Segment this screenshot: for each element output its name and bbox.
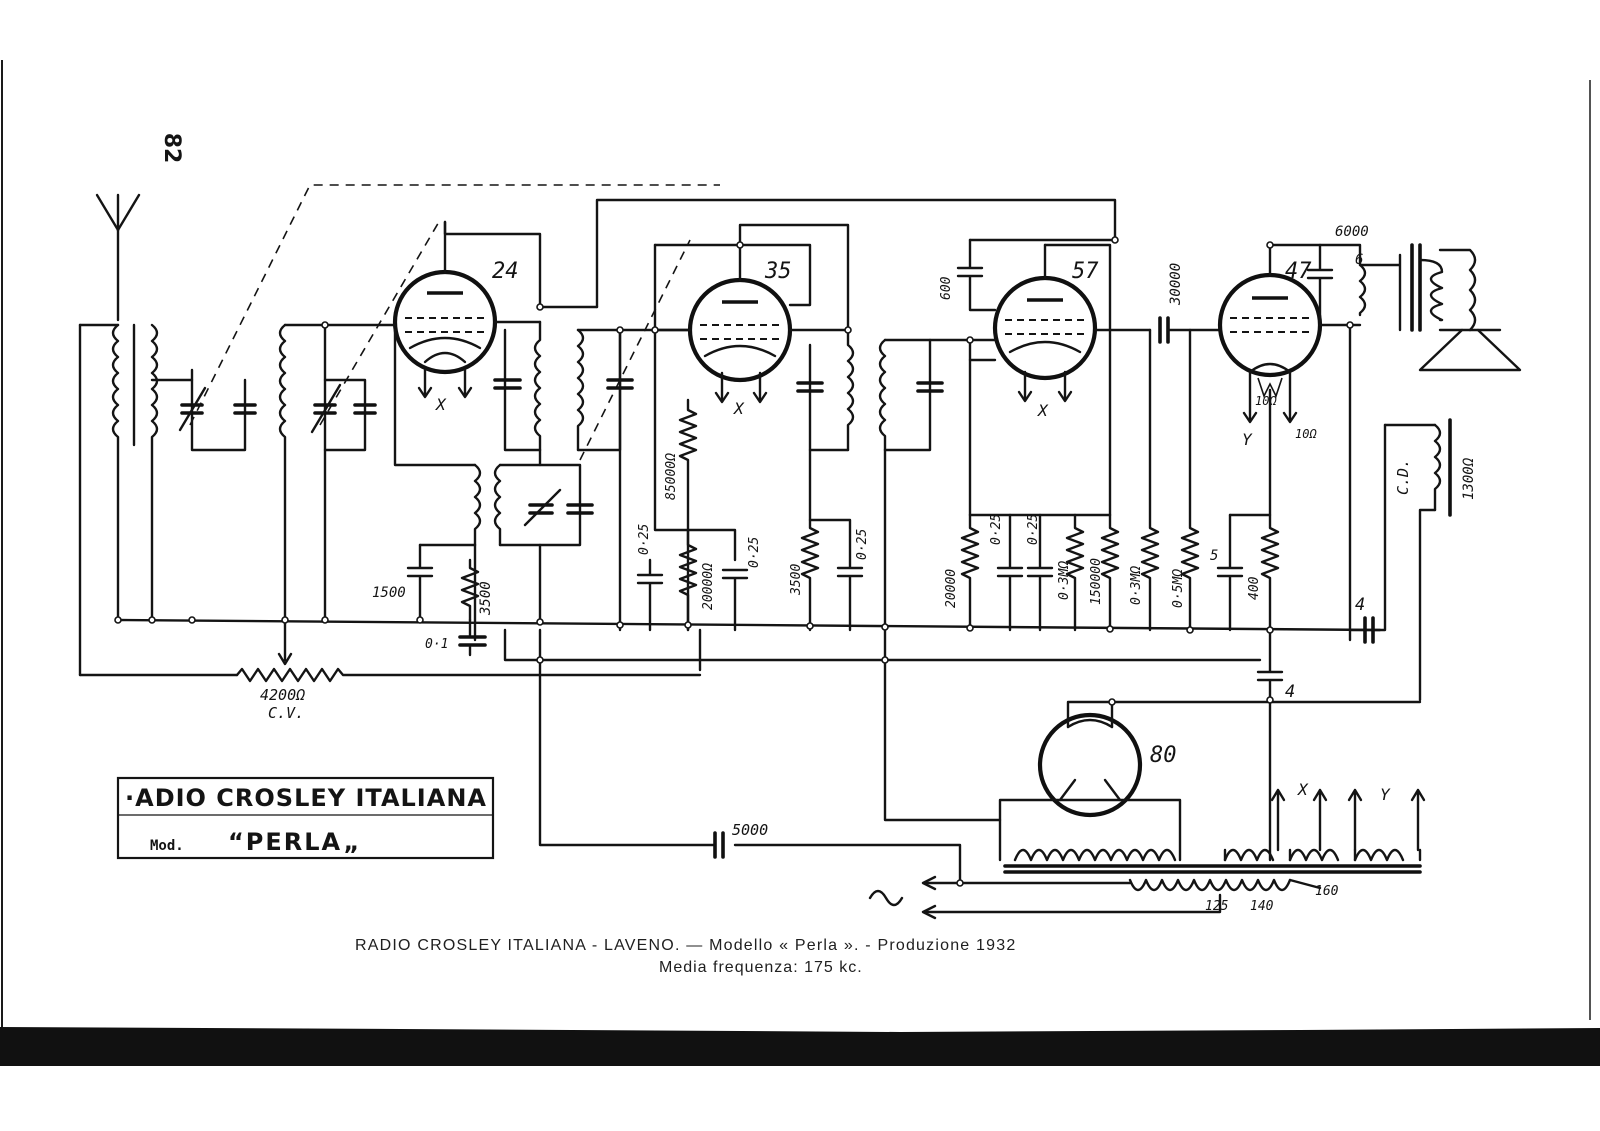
label-140: 140 [1250,899,1274,914]
label-30000: 30000 [1168,262,1184,305]
tube-47-wiring [1218,245,1365,640]
label-160: 160 [1315,884,1339,899]
capacitor-5000 [715,833,723,857]
label-600: 600 [939,276,954,300]
label-4200: 4200Ω [260,686,306,704]
oscillator-coil [495,450,592,620]
label-150000: 150000 [1089,558,1104,605]
capacitor-0-1 [460,620,485,655]
power-transformer [1005,700,1424,890]
label-0-25-e: 0·25 [1026,513,1041,545]
gang-linkage [190,185,720,460]
tube-35 [690,245,792,418]
tube-57 [995,245,1099,420]
label-cv: C.V. [268,704,305,722]
label-0-3mo-a: 0·3MΩ [1057,560,1072,600]
label-1500: 1500 [372,585,406,601]
title-box [118,778,493,858]
tube-35-cathode-2 [802,450,862,630]
label-cd: C.D. [1394,458,1412,495]
avc-bus-2 [505,630,1260,660]
label-0-3mo-b: 0·3MΩ [1129,565,1144,605]
label-20000-a: 20000Ω [701,563,716,610]
label-10-b: 10Ω [1295,427,1317,441]
label-85000: 85000Ω [664,453,679,500]
label-5: 5 [1210,548,1219,564]
label-0-1: 0·1 [425,637,449,652]
tube-35-label: 35 [765,259,792,284]
label-0-25-b: 0·25 [747,536,762,568]
label-400: 400 [1247,576,1262,600]
label-3500-b: 3500 [789,563,804,595]
winding-x-mark: X [1298,780,1308,799]
label-4-b: 4 [1285,682,1296,702]
capacitor-4-b [1258,630,1282,700]
heater-x-mark-3: X [1038,401,1048,420]
output-transformer [1360,245,1475,330]
title-box-line1: ·ADIO CROSLEY ITALIANA [125,784,487,812]
page-number: 82 [159,132,184,164]
caption-line2: Media frequenza: 175 kc. [659,959,863,976]
label-3500-a: 3500 [478,581,494,615]
tube-57-label: 57 [1072,259,1099,284]
label-6: 6 [1355,252,1364,268]
heater-y-mark: Y [1242,430,1252,449]
label-5000: 5000 [732,821,769,839]
label-0-25-a: 0·25 [637,523,652,555]
label-4-a: 4 [1355,595,1366,615]
label-10-a: 10Ω [1255,394,1277,408]
antenna-icon [97,195,139,320]
heater-x-mark-2: X [734,399,744,418]
caption-line1: RADIO CROSLEY ITALIANA - LAVENO. — Modello « Perla ». - Produzione 1932 [355,937,1017,954]
tube-24 [395,222,519,414]
label-0-5mo: 0·5MΩ [1171,568,1186,608]
title-box-mod: Mod. [150,838,184,854]
tube-24-label: 24 [492,259,519,284]
tube-47-label: 47 [1285,259,1312,284]
label-6000: 6000 [1335,224,1369,240]
ac-source-icon [870,891,902,905]
potentiometer-4200 [237,620,700,681]
label-0-25-c: 0·25 [855,528,870,560]
heater-x-mark: X [436,395,446,414]
title-box-model: “PERLA„ [228,828,362,856]
label-125: 125 [1205,899,1229,914]
if-transformer-1 [495,322,632,450]
capacitor-1500 [408,545,475,620]
bottom-scan-edge [0,1027,1600,1066]
label-0-25-d: 0·25 [989,513,1004,545]
b-plus-top-rail [597,200,1115,307]
speaker-icon [1420,330,1520,370]
tuning-capacitor-1 [152,370,255,450]
tube-80-label: 80 [1150,743,1177,768]
label-1300: 1300Ω [1461,457,1477,500]
tube-35-cathode-network [620,330,747,670]
tube-24-wiring [325,222,540,640]
avc-bus [540,630,960,883]
rf-coil-2 [280,325,325,620]
winding-y-mark: Y [1380,785,1390,804]
tuning-capacitor-2 [312,325,375,620]
if-transformer-2 [880,340,942,660]
label-20000-b: 20000 [944,568,959,608]
